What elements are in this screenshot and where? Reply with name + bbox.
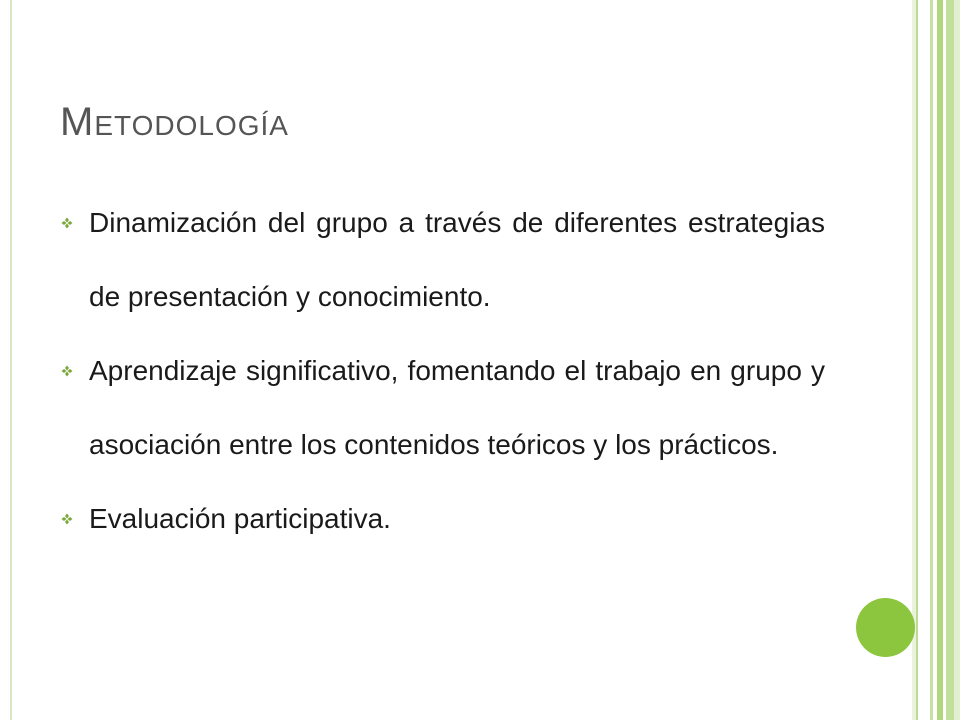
bullet-text: Dinamización del grupo a través de diferentes estrategias de presentación y conocimiento.	[89, 207, 825, 312]
bullet-item	[60, 482, 825, 556]
bullet-text: Aprendizaje significativo, fomentando el trabajo en grupo y asociación entre los contenidos teóricos y los prácticos.	[89, 355, 825, 460]
bullet-text: Evaluación participativa.	[89, 503, 391, 534]
decorative-stripes	[912, 0, 960, 720]
stripe	[918, 0, 930, 720]
four-diamond-bullet-icon	[60, 186, 89, 260]
four-diamond-bullet-icon	[60, 334, 89, 408]
stripe	[954, 0, 960, 720]
stripe	[946, 0, 954, 720]
left-border-rule	[0, 0, 12, 720]
bullet-item	[60, 334, 825, 482]
four-diamond-bullet-icon	[60, 482, 89, 556]
bullet-item	[60, 186, 825, 334]
slide-title: Metodología	[60, 100, 289, 144]
green-circle-decoration	[856, 598, 915, 657]
bullet-list	[60, 186, 825, 556]
